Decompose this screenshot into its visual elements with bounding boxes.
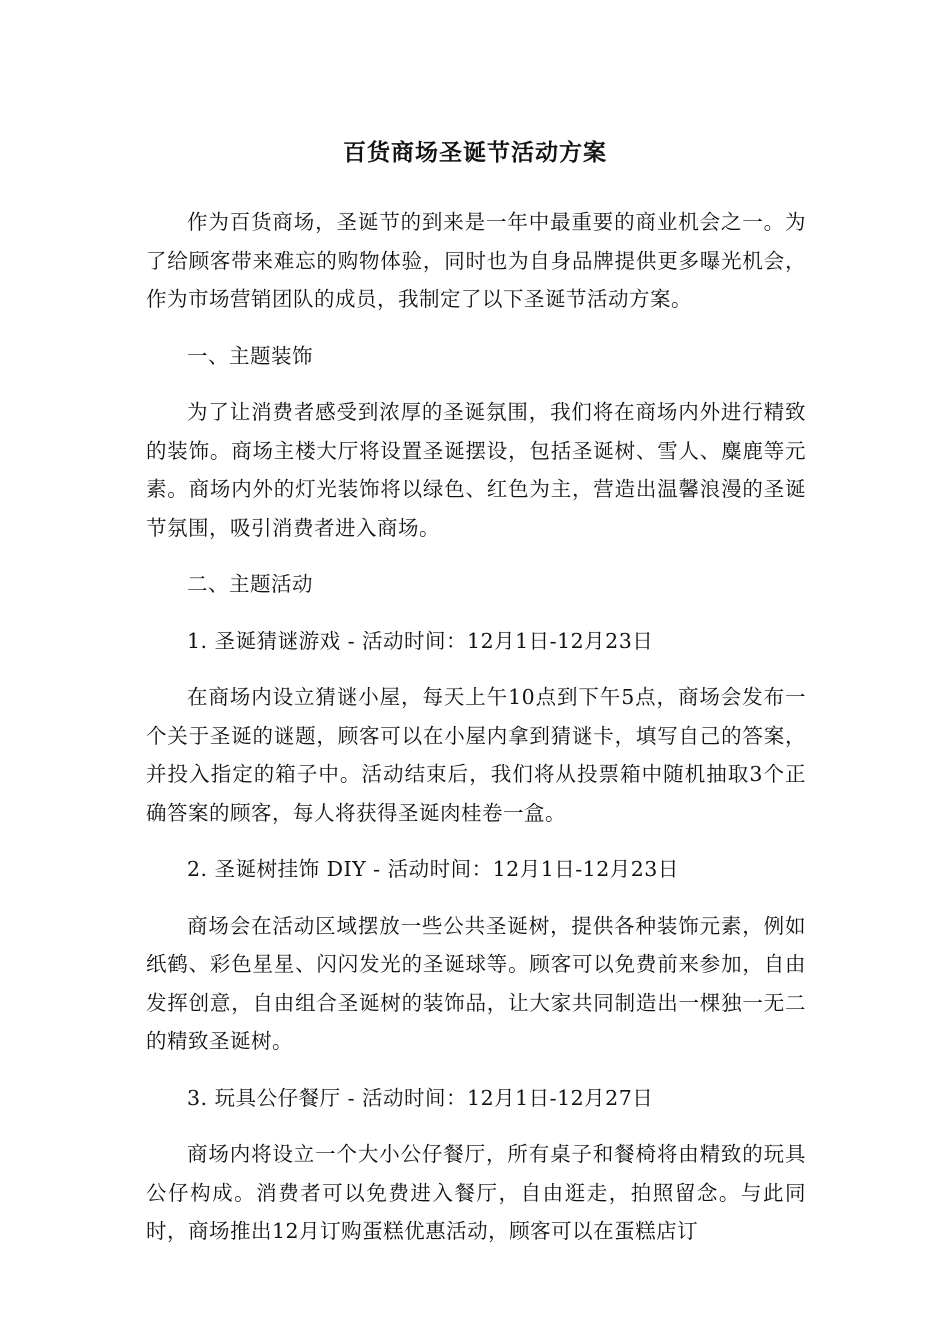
document-title: 百货商场圣诞节活动方案 [343, 140, 607, 166]
section-heading-decoration: 一、主题装饰 [187, 343, 313, 368]
decoration-paragraph: 为了让消费者感受到浓厚的圣诞氛围，我们将在商场内外进行精致的装饰。商场主楼大厅将设置圣诞摆设，包括圣诞树、雪人、麋鹿等元素。商场内外的灯光装饰将以绿色、红色为主，营造出温馨浪漫的圣诞节氛围，吸引消费者进入商场。 [146, 400, 806, 540]
activity-1-paragraph: 在商场内设立猜谜小屋，每天上午10点到下午5点，商场会发布一个关于圣诞的谜题，顾客可以在小屋内拿到猜谜卡，填写自己的答案，并投入指定的箱子中。活动结束后，我们将从投票箱中随机抽取3个正确答案的顾客，每人将获得圣诞肉桂卷一盒。 [146, 685, 806, 825]
activity-2-heading: 2. 圣诞树挂饰 DIY - 活动时间：12月1日-12月23日 [187, 857, 679, 881]
intro-paragraph: 作为百货商场，圣诞节的到来是一年中最重要的商业机会之一。为了给顾客带来难忘的购物体验，同时也为自身品牌提供更多曝光机会，作为市场营销团队的成员，我制定了以下圣诞节活动方案。 [146, 210, 806, 311]
document-body [146, 203, 806, 1269]
section-heading-activities: 二、主题活动 [187, 572, 313, 596]
activity-1-heading: 1. 圣诞猜谜游戏 - 活动时间：12月1日-12月23日 [187, 628, 654, 653]
activity-3-paragraph: 商场内将设立一个大小公仔餐厅，所有桌子和餐椅将由精致的玩具公仔构成。消费者可以免费进入餐厅，自由逛走，拍照留念。与此同时，商场推出12月订购蛋糕优惠活动，顾客可以在蛋糕店订 [146, 1142, 806, 1243]
activity-3-heading: 3. 玩具公仔餐厅 - 活动时间：12月1日-12月27日 [187, 1085, 654, 1110]
activity-2-paragraph: 商场会在活动区域摆放一些公共圣诞树，提供各种装饰元素，例如纸鹤、彩色星星、闪闪发光的圣诞球等。顾客可以免费前来参加，自由发挥创意，自由组合圣诞树的装饰品，让大家共同制造出一棵独一无二的精致圣诞树。 [146, 913, 806, 1053]
